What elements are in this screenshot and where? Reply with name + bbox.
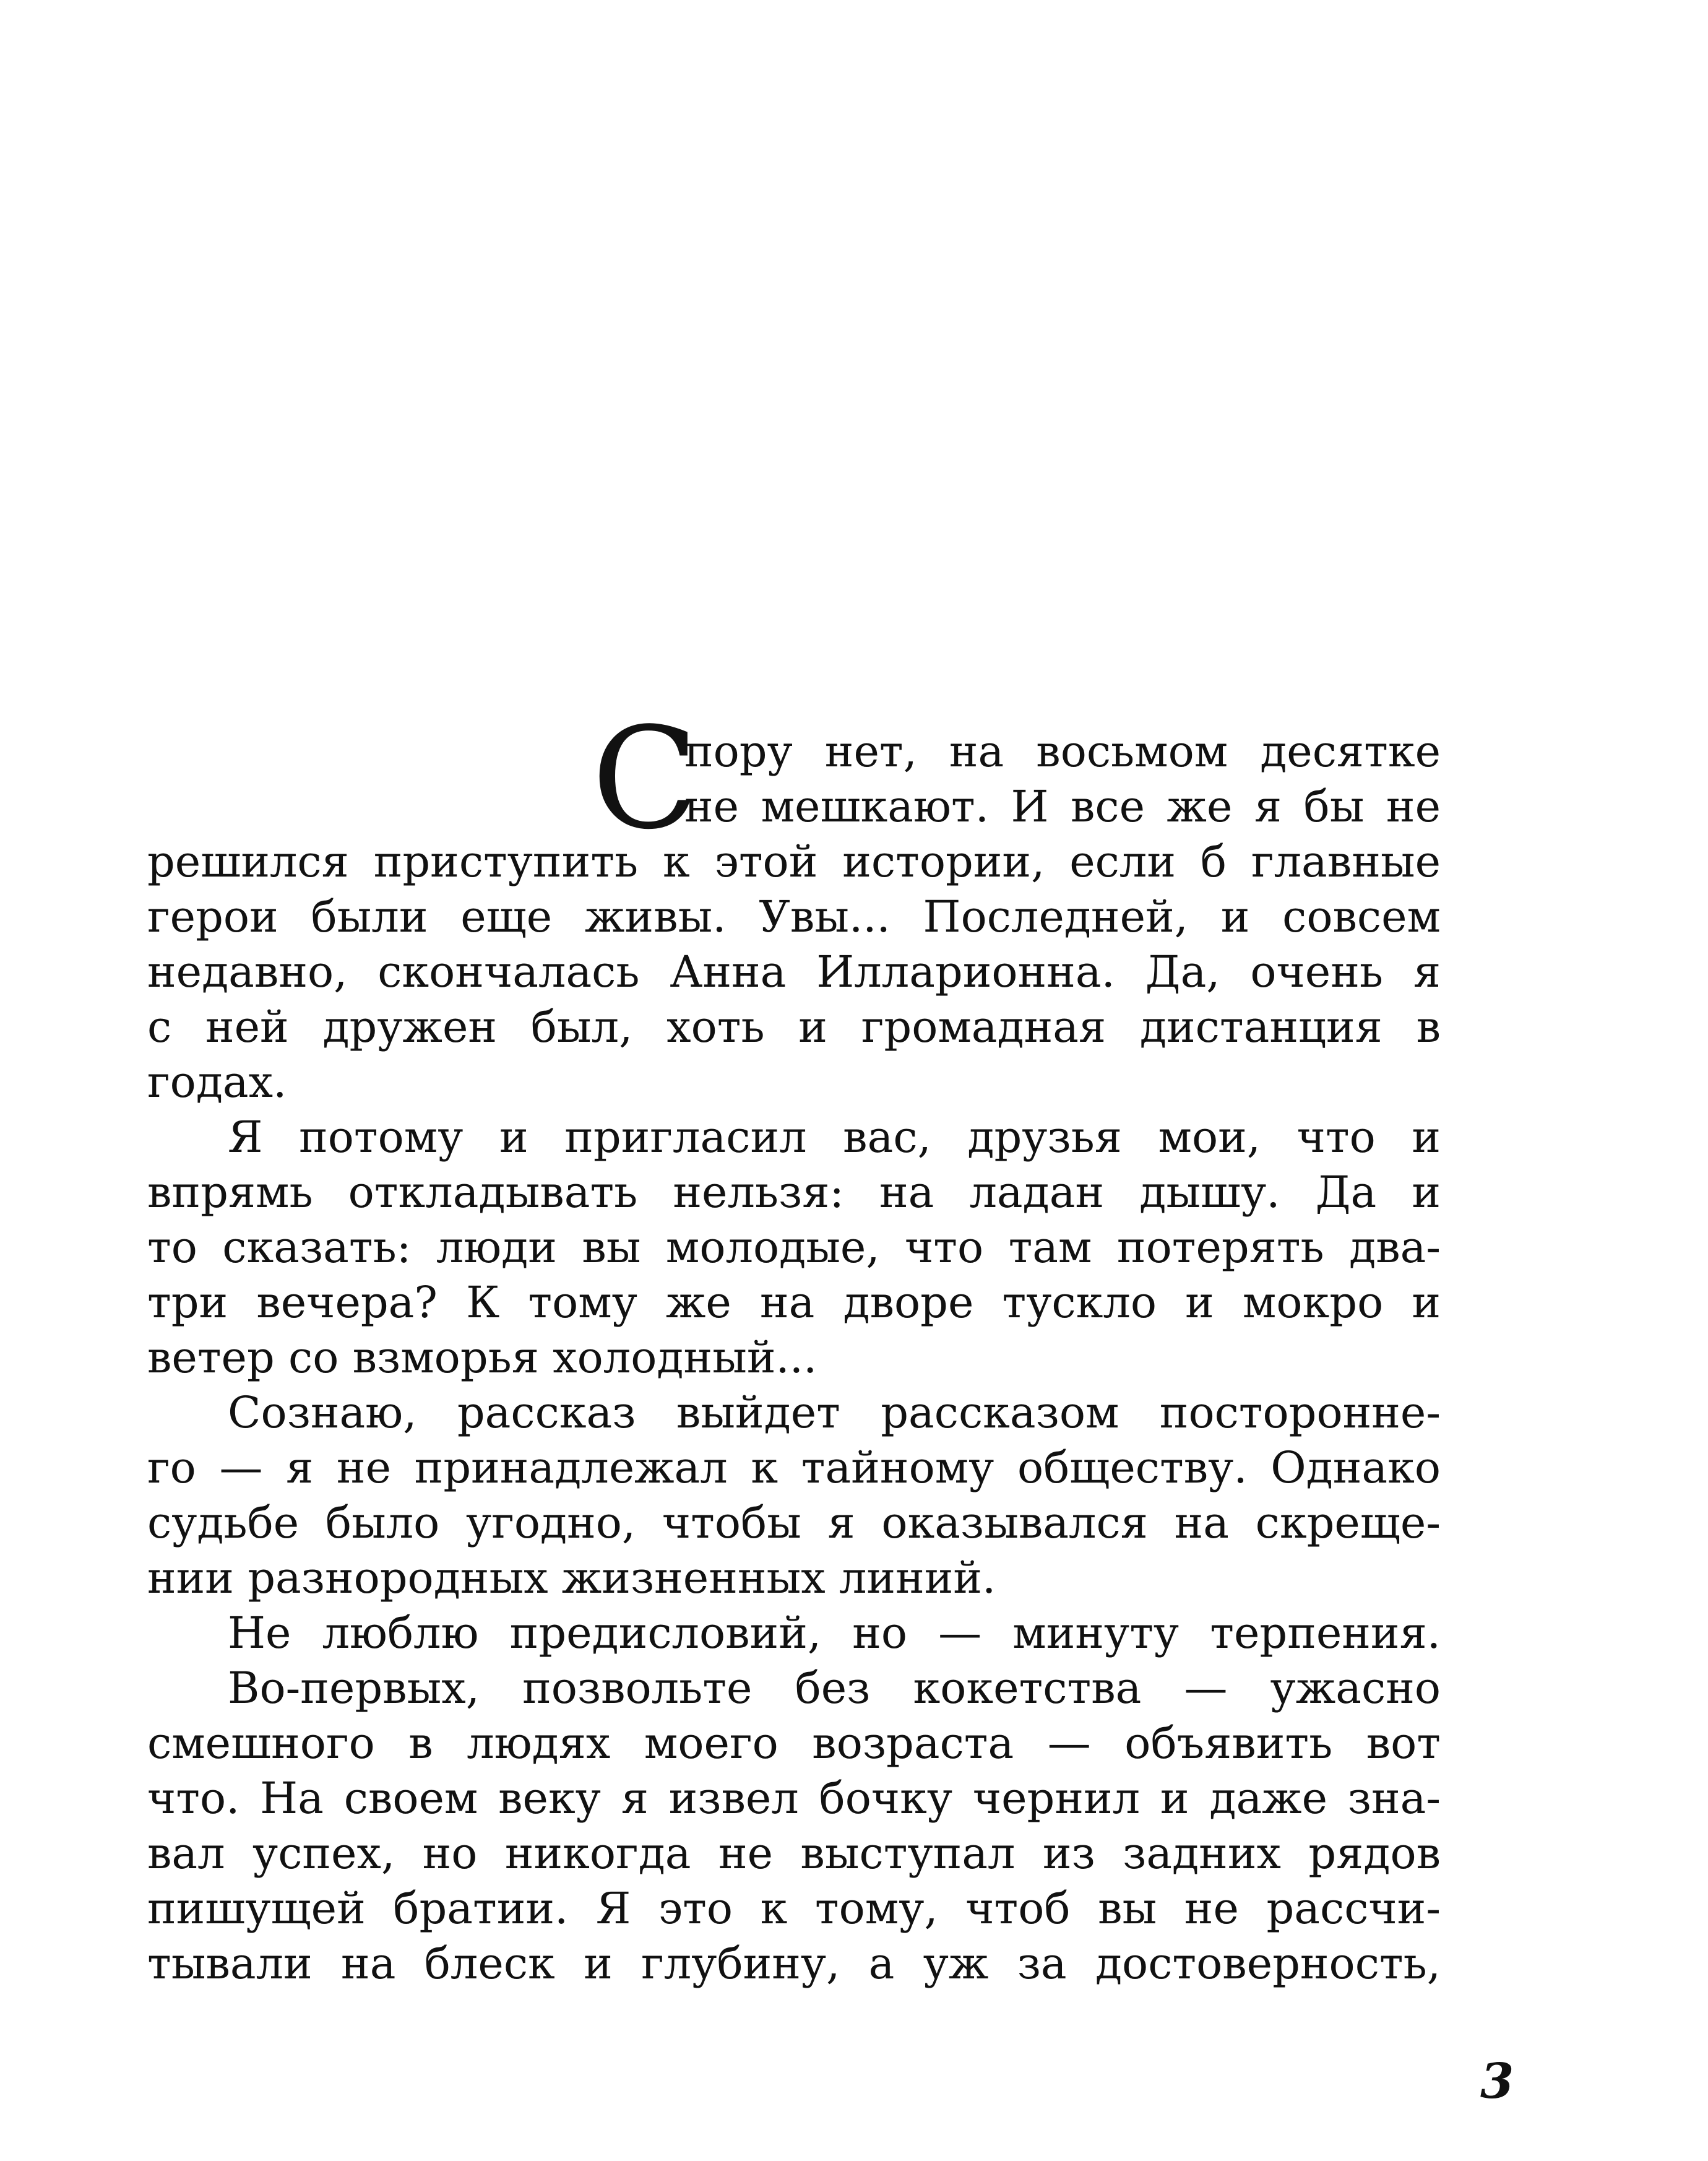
text-line: то сказать: люди вы молодые, что там потерять два- [147, 1222, 1441, 1273]
text-line: Сознаю, рассказ выйдет рассказом посторонне- [228, 1387, 1441, 1438]
text-line: решился приступить к этой истории, если б главные [147, 836, 1441, 887]
text-line: годах. [147, 1057, 287, 1107]
text-line: пору нет, на восьмом десятке [684, 726, 1441, 777]
text-line: го — я не принадлежал к тайному обществу. Однако [147, 1442, 1441, 1493]
page-number: 3 [1480, 2053, 1514, 2110]
text-line: ветер со взморья холодный... [147, 1332, 817, 1383]
text-line: тывали на блеск и глубину, а уж за достоверность, [147, 1938, 1441, 1989]
text-line: нии разнородных жизненных линий. [147, 1553, 996, 1603]
text-line: три вечера? К тому же на дворе тускло и мокро и [147, 1277, 1441, 1328]
text-line: с ней дружен был, хоть и громадная дистанция в [147, 1002, 1441, 1052]
body-text [147, 698, 1441, 1991]
text-line: Не люблю предисловий, но — минуту терпения. [228, 1608, 1441, 1658]
text-line: впрямь откладывать нельзя: на ладан дышу. Да и [147, 1167, 1441, 1218]
text-line: Во-первых, позвольте без кокетства — ужасно [228, 1663, 1441, 1713]
text-line: пишущей братии. Я это к тому, чтоб вы не рассчи- [147, 1883, 1441, 1934]
text-line: судьбе было угодно, чтобы я оказывался на скреще- [147, 1497, 1441, 1548]
text-line: герои были еще живы. Увы... Последней, и совсем [147, 891, 1441, 942]
text-line: Я потому и пригласил вас, друзья мои, что и [228, 1112, 1441, 1163]
text-line: вал успех, но никогда не выступал из задних рядов [147, 1828, 1441, 1879]
text-line: смешного в людях моего возраста — объявить вот [147, 1718, 1441, 1769]
text-line: что. На своем веку я извел бочку чернил и даже зна- [147, 1773, 1441, 1824]
text-line: не мешкают. И все же я бы не [684, 781, 1441, 832]
text-line: недавно, скончалась Анна Илларионна. Да, очень я [147, 946, 1441, 997]
drop-cap-letter: С [592, 698, 699, 860]
